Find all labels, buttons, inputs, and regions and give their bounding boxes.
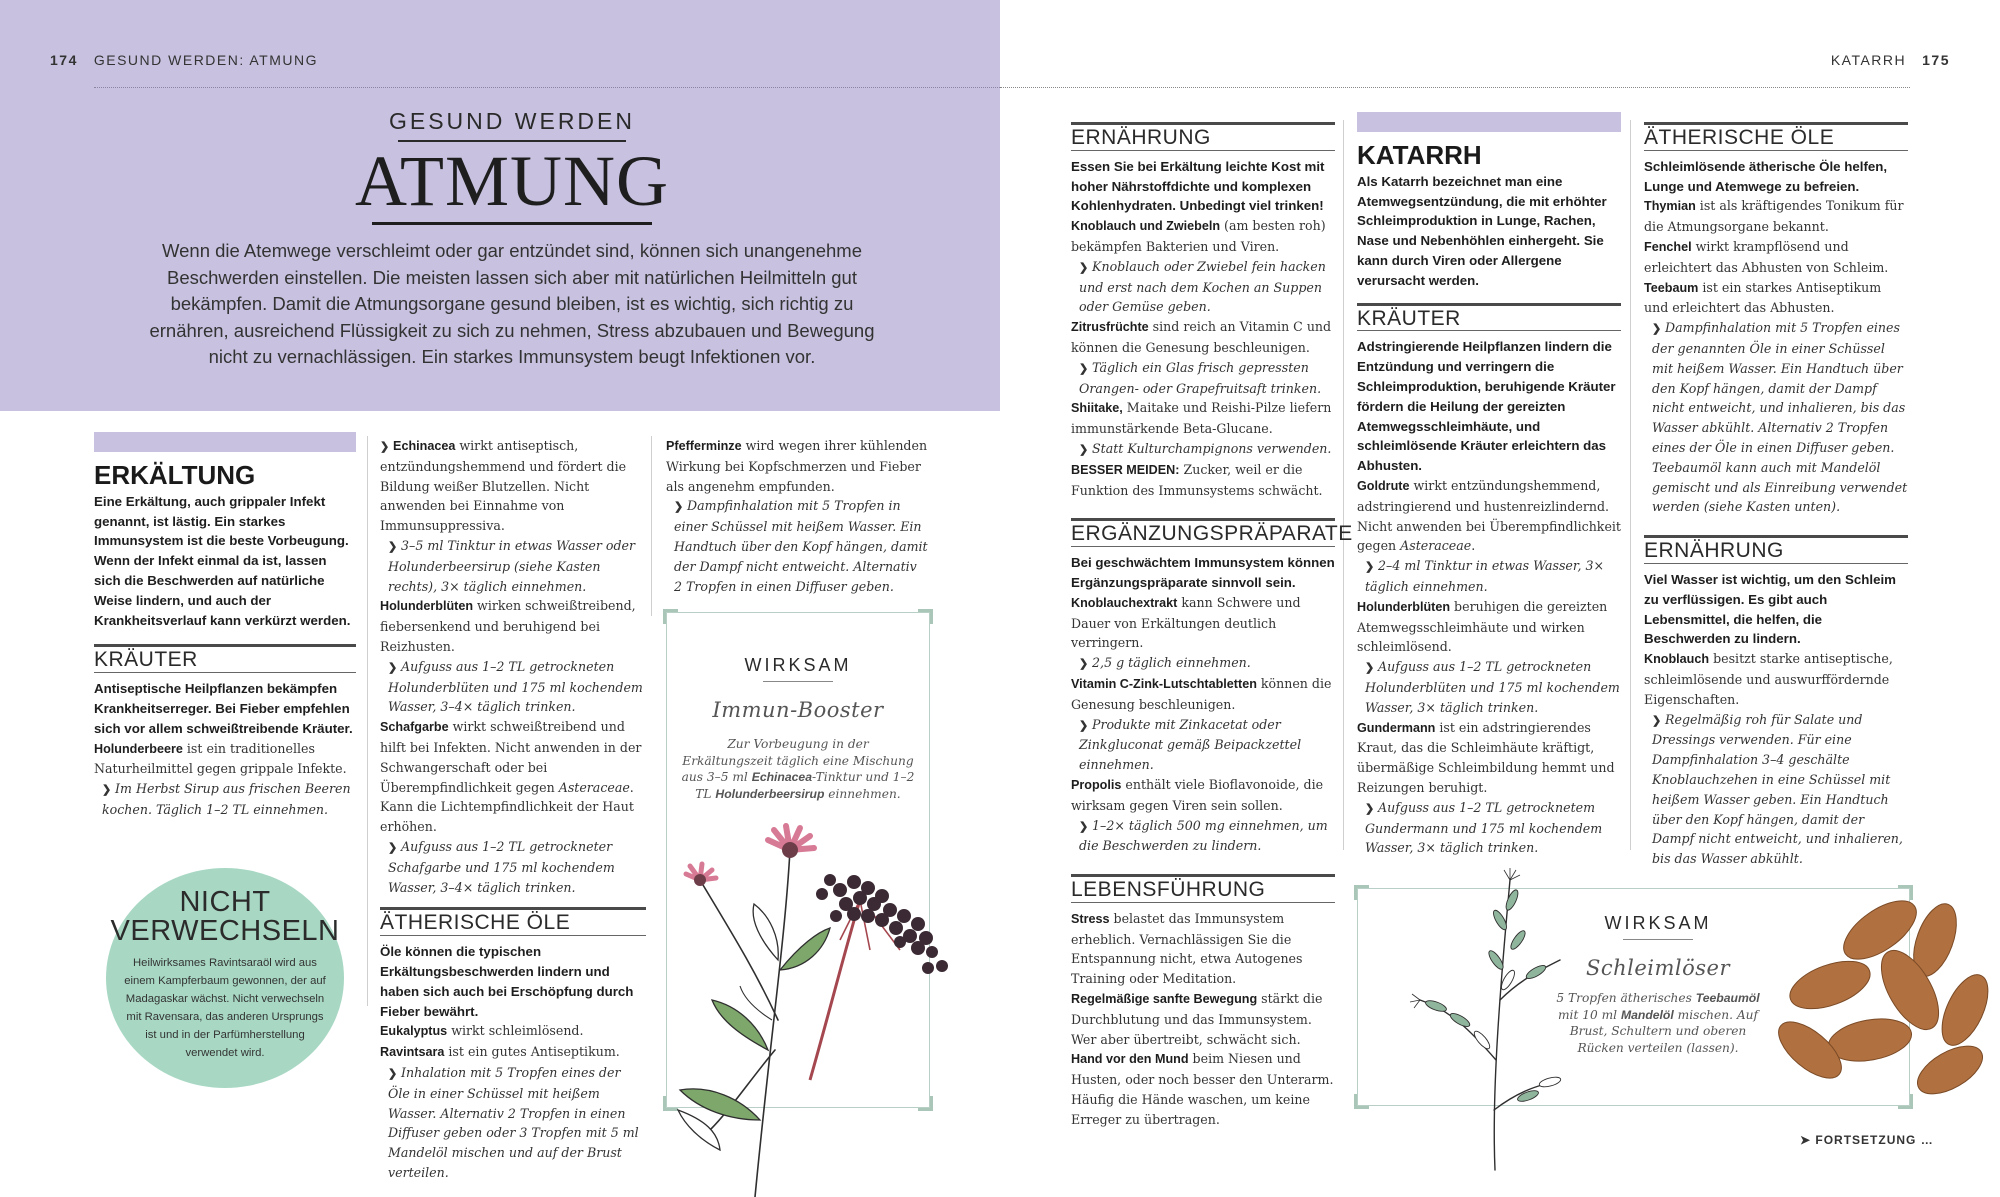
entry-text: stärkt die Durchblutung und das Immunsystem. Wer aber übertreibt, schwächt sich. [1071,991,1323,1047]
recipe-box-subtitle: Schleimlöser [1585,956,1731,980]
entry-text: Zucker, weil er die Funktion des Immunsystems schwächt. [1071,461,1323,498]
subheading-ernaehrung-katarrh: ERNÄHRUNG [1644,535,1908,564]
entry-term: Thymian [1644,199,1696,214]
column-divider [367,436,368,1006]
entry-latin: Asteraceae [1400,538,1472,554]
ernaehrung-katarrh-intro: Viel Wasser ist wichtig, um den Schleim zu verflüssigen. Es gibt auch Lebensmittel, die helfen, die Beschwerden zu lindern. [1644,571,1896,647]
entry-term: Gundermann [1357,720,1436,735]
entry-text: belastet das Immunsystem erheblich. Vernachlässigen Sie die Entspannung nicht, etwa Autogenes Training oder Meditation. [1071,910,1303,987]
entry-fenchel [1644,237,1908,278]
entry-zink [1071,674,1335,715]
entry-term: Knoblauch [1644,652,1710,667]
recipe-box-title-rule [763,681,833,682]
entry-term: Knoblauchextrakt [1071,595,1178,610]
entry-term: Vitamin C-Zink-Lutschtabletten [1071,676,1257,691]
entry-propolis [1071,775,1335,816]
recipe-ingredient: Teebaumöl [1695,991,1760,1005]
entry-term: Ravintsara [380,1045,445,1060]
entry-holunderblueten [380,596,646,656]
recipe-box-subtitle: Immun-Booster [712,698,884,722]
section-label-left: GESUND WERDEN: ATMUNG [93,52,318,68]
recipe-text-part: mischen. Auf Brust, Schultern und oberen Rücken verteilen (lassen). [1569,1007,1758,1055]
hero-intro: Wenn die Atemwege verschleimt oder gar entzündet sind, können sich unangenehme Beschwerden einstellen. Die meisten lassen sich aber mit natürlichen Heilmitteln gut bekämpfen. Damit die Atmungsorgane gesund bleiben, ist es wichtig, sich richtig zu ernähren, ausreichend Flüssigkeit zu sich zu nehmen, Stress abzubauen und Bewegung nicht zu vernachlässigen. Ein starkes Immunsystem beugt Infektionen vor. [149,240,875,367]
entry-term: Holunderbeere [94,741,183,756]
herb-leaf-icon [1472,968,1562,1088]
entry-term: Shiitake, [1071,401,1123,416]
entry-holunderbeere [94,739,356,780]
entry-text: besitzt starke antiseptische, schleimlösende und auswurffördernde Eigenschaften. [1644,651,1893,707]
panel-corner [1354,1094,1369,1109]
entry-text: wirken schweißtreibend, fiebersenkend und beruhigend bei Reizhusten. [380,598,636,654]
entry-tip: ❯ Aufguss aus 1–2 TL getrockneter Schafgarbe und 175 ml kochendem Wasser, 3–4× täglich trinken. [380,837,646,897]
entry-goldrute [1357,476,1621,556]
elderberry-cluster-icon [810,874,948,1080]
column-divider [1630,120,1631,850]
column-erkaeltung [94,432,356,820]
entry-term: Stress [1071,911,1110,926]
column-divider [651,436,652,616]
echinacea-flower-icon [686,864,716,886]
entry-term: Holunderblüten [380,599,474,614]
kraeuter-intro: Antiseptische Heilpflanzen bekämpfen Krankheitserreger. Bei Fieber empfehlen sich vor allem schweißtreibende Kräuter. [94,681,353,736]
column-divider [1343,120,1344,850]
section-label-right: KATARRH [1830,52,1907,68]
column-erkaeltung-2 [380,436,646,1183]
oele-katarrh-intro: Schleimlösende ätherische Öle helfen, Lunge und Atemwege zu befreien. [1644,158,1888,194]
echinacea-flower-icon [768,826,814,858]
entry-eukalyptus [380,1021,646,1042]
entry-tip: ❯ Dampfinhalation mit 5 Tropfen eines der genannten Öle in einer Schüssel mit heißem Wasser. Ein Handtuch über den Kopf hängen, damit der Dampf nicht entweicht, und inhalieren, bis das Wasser abkühlt. Alternativ 2 Tropfen eines der Öle in einen Diffuser geben. Teebaumöl kann auch mit Mandelöl gemischt und als Einreibung verwendet werden (siehe Kasten unten). [1644,318,1908,517]
recipe-box-title-rule [1623,939,1693,940]
recipe-text-part: 5 Tropfen ätherisches [1556,991,1696,1005]
column-erkaeltung-3 [666,436,928,596]
entry-tip: ❯ Aufguss aus 1–2 TL getrockneten Holunderblüten und 175 ml kochendem Wasser, 3× täglich trinken. [1357,657,1621,717]
hero-kicker: GESUND WERDEN [388,108,635,134]
recipe-box-title: WIRKSAM [744,655,852,675]
callout-title [106,888,344,946]
column-erkaeltung-4 [1071,122,1353,1130]
entry-tip: ❯ Regelmäßig roh für Salate und Dressings verwenden. Für eine Dampfinhalation 3–4 geschälte Knoblauchzehen in eine Schüssel mit heißem Wasser geben. Ein Handtuch über den Kopf hängen, damit der Dampf nicht entweicht, und inhalieren, bis das Wasser abkühlt. [1644,710,1908,869]
subheading-ergaenzungspraeparate: ERGÄNZUNGSPRÄPARATE [1071,518,1335,547]
entry-tip: ❯ 2–4 ml Tinktur in etwas Wasser, 3× täglich einnehmen. [1357,556,1621,597]
recipe-box-text [681,736,915,802]
entry-hand-vor-mund [1071,1049,1335,1129]
entry-echinacea: ❯ Echinacea wirkt antiseptisch, entzündungshemmend und fördert die Bildung weißer Blutzellen. Nicht anwenden bei Einnahme von Immunsuppressiva. [380,438,627,534]
flower-stem [755,850,790,1197]
entry-teebaum [1644,278,1908,319]
entry-term: Pfefferminze [666,439,742,453]
section-heading-erkaeltung: ERKÄLTUNG [94,460,256,490]
entry-tip: ❯ 1–2× täglich 500 mg einnehmen, um die Beschwerden zu lindern. [1071,816,1335,857]
entry-tip: ❯ Aufguss aus 1–2 TL getrockneten Holunderblüten und 175 ml kochendem Wasser, 3–4× täglich trinken. [380,657,646,717]
callout-title-line2: VERWECHSELN [110,915,340,947]
entry-holunderblueten-katarrh [1357,597,1621,657]
subheading-lebensfuehrung: LEBENSFÜHRUNG [1071,874,1335,903]
entry-text: sind reich an Vitamin C und können die Genesung beschleunigen. [1071,319,1332,355]
entry-besser-meiden [1071,460,1335,501]
page-number-left: 174 [50,52,78,68]
entry-knoblauchextrakt [1071,593,1335,653]
entry-term: BESSER MEIDEN: [1071,462,1180,477]
subheading-kraeuter: KRÄUTER [94,644,356,673]
callout-title-line1: NICHT [179,886,271,918]
entry-term: Goldrute [1357,478,1410,493]
entry-text: wirkt schleimlösend. [447,1023,584,1039]
subheading-aetherische-oele: ÄTHERISCHE ÖLE [380,907,646,936]
entry-tip: ❯ Produkte mit Zinkacetat oder Zinkgluconat gemäß Beipackzettel einnehmen. [1071,715,1335,775]
section-heading-katarrh: KATARRH [1357,140,1482,170]
entry-text: beruhigen die gereizten Atemwegsschleimhäute und wirken schleimlösend. [1357,598,1608,655]
entry-latin: Asteraceae [558,779,630,795]
entry-tip: ❯ Knoblauch oder Zwiebel fein hacken und erst nach dem Kochen an Suppen oder Gemüse geben. [1071,257,1335,317]
entry-term: Eukalyptus [380,1024,448,1039]
entry-term: Propolis [1071,777,1122,792]
entry-zitrusfruechte [1071,317,1335,358]
almond-icon [1769,890,1997,1100]
entry-ravintsara [380,1042,646,1063]
entry-tip: ❯ Inhalation mit 5 Tropfen eines der Öle in einer Schüssel mit heißem Wasser. Alternativ 2 Tropfen in einen Diffuser geben oder 3 Tropfen mit 5 ml Mandelöl mischen und auf der Brust verteilen. [380,1063,646,1183]
entry-text: enthält viele Bioflavonoide, die wirksam gegen Viren sein sollen. [1071,776,1324,813]
entry-text: ist ein starkes Antiseptikum und erleichtert das Abhusten. [1644,279,1882,316]
herb-branch [1420,1000,1496,1060]
callout-body: Heilwirksames Ravintsaraöl wird aus einem Kampferbaum gewonnen, der auf Madagaskar wächst. Nicht verwechseln mit Ravensara, das anderen Ursprungs ist und in der Parfümherstellung verwendet wird. [124,957,326,1059]
entry-tip: ❯ Statt Kulturchampignons verwenden. [1071,439,1335,460]
column-katarrh-2 [1644,122,1908,869]
recipe-ingredient: Holunderbeersirup [715,786,825,801]
oele-intro: Öle können die typischen Erkältungsbeschwerden lindern und haben sich auch bei Erschöpfung durch Fieber bewährt. [380,944,634,1019]
entry-term: Fenchel [1644,239,1692,254]
echinacea-elderberry-illustration [660,820,1000,1197]
entry-text: wirkt antiseptisch, entzündungshemmend und fördert die Bildung weißer Blutzellen. Nicht anwenden bei Einnahme von Immunsuppressiva. [380,438,627,534]
panel-corner [663,609,678,624]
entry-knoblauch [1644,649,1908,709]
entry-term: Teebaum [1644,280,1699,295]
section-color-bar [1357,112,1621,132]
subheading-aetherische-oele-katarrh: ÄTHERISCHE ÖLE [1644,122,1908,151]
entry-tip: ❯ Täglich ein Glas frisch gepressten Orangen- oder Grapefruitsaft trinken. [1071,358,1335,399]
recipe-text-part: Zur Vorbeugung in der Erkältungszeit täglich eine Mischung aus 3–5 ml [681,737,914,784]
entry-text: Maitake und Reishi-Pilze liefern immunstärkende Beta-Glucane. [1071,400,1332,437]
entry-tip: ❯ 2,5 g täglich einnehmen. [1071,653,1335,674]
entry-thymian [1644,196,1908,237]
title-underline [372,222,652,225]
entry-text: wird wegen ihrer kühlenden Wirkung bei Kopfschmerzen und Fieber als angenehm empfunden. [666,438,928,494]
page-title: ATMUNG [354,141,669,221]
header-divider-left [94,87,1000,88]
leaf-icon [678,904,830,1150]
section-color-bar [94,432,356,452]
recipe-text-part: -Tinktur und 1–2 TL [695,770,915,801]
panel-corner [1354,885,1369,900]
entry-tip: ❯ Aufguss aus 1–2 TL getrocknetem Gundermann und 175 ml kochendem Wasser, 3× täglich trinken. [1357,798,1621,858]
entry-stress [1071,909,1335,989]
subheading-kraeuter-katarrh: KRÄUTER [1357,303,1621,332]
running-header-left [50,52,318,68]
recipe-ingredient: Echinacea [751,770,812,784]
entry-term: Schafgarbe [380,720,449,735]
entry-pfefferminze [666,436,928,496]
entry-text: wirkt schweißtreibend und hilft bei Infekten. Nicht anwenden in der Schwangerschaft oder bei Überempfindlichkeit gegen [380,719,642,795]
running-header-right [1831,52,1950,68]
entry-text: (am besten roh) bekämpfen Bakterien und Viren. [1071,218,1326,254]
column-katarrh [1357,112,1621,858]
recipe-text-part: mit 10 ml [1558,1007,1621,1022]
ergaenzung-intro: Bei geschwächtem Immunsystem können Ergänzungspräparate sinnvoll sein. [1071,555,1335,590]
entry-shiitake [1071,398,1335,439]
continued-link[interactable]: ➤ FORTSETZUNG … [1800,1133,1934,1147]
entry-text: ist ein adstringierendes Kraut, das die Schleimhäute kräftigt, übermäßige Schleimbildung hemmt und Reizungen beruhigt. [1357,719,1615,795]
entry-bewegung [1071,989,1335,1049]
subheading-ernaehrung: ERNÄHRUNG [1071,122,1335,151]
entry-text: . [1471,538,1476,554]
almonds-illustration [1720,880,2000,1100]
herb-sprig-illustration [1400,860,1570,1180]
callout-nicht-verwechseln [106,868,344,1088]
entry-text: können die Genesung beschleunigen. [1071,675,1332,712]
entry-schafgarbe [380,717,646,837]
katarrh-intro: Als Katarrh bezeichnet man eine Atemwegsentzündung, die mit erhöhter Schleimproduktion in Lunge, Rachen, Nase und Nebenhöhlen einhergeht. Sie kann durch Viren oder Allergene verursacht werden. [1357,173,1607,288]
entry-text: ist als kräftigendes Tonikum für die Atmungsorgane bekannt. [1644,198,1904,235]
entry-term: Hand vor den Mund [1071,1052,1189,1067]
entry-term: Holunderblüten [1357,599,1451,614]
entry-tip: ❯ Im Herbst Sirup aus frischen Beeren kochen. Täglich 1–2 TL einnehmen. [94,779,356,820]
entry-text: . Kann die Lichtempfindlichkeit der Haut erhöhen. [380,779,634,835]
ernaehrung-intro: Essen Sie bei Erkältung leichte Kost mit hoher Nährstoffdichte und komplexen Kohlenhydraten. Unbedingt viel trinken! [1071,158,1325,214]
header-divider-right [1000,87,1910,88]
intro-paragraph: Eine Erkältung, auch grippaler Infekt genannt, ist lästig. Ein starkes Immunsystem ist die beste Vorbeugung. Wenn der Infekt einmal da ist, lassen sich die Beschwerden auf natürliche Weise lindern, und auch der Krankheitsverlauf kann verkürzt werden. [94,493,351,628]
entry-term: Zitrusfrüchte [1071,320,1149,335]
entry-text: ist ein traditionelles Naturheilmittel gegen grippale Infekte. [94,740,347,777]
recipe-text-part: einnehmen. [824,786,901,801]
entry-text: wirkt krampflösend und erleichtert das Abhusten von Schleim. [1644,238,1889,275]
herb-leaf-icon [1424,888,1547,1103]
entry-knoblauch-zwiebeln [1071,216,1335,257]
recipe-box-title: WIRKSAM [1604,913,1712,933]
recipe-ingredient: Mandelöl [1620,1007,1674,1022]
panel-corner [918,609,933,624]
entry-tip: ❯ 3–5 ml Tinktur in etwas Wasser oder Holunderbeersirup (siehe Kasten rechts), 3× täglich einnehmen. [380,536,646,596]
flower-stem [700,880,778,1020]
entry-text: wirkt entzündungshemmend, adstringierend und hustenreizlindernd. Nicht anwenden bei Überempfindlichkeit gegen [1357,477,1621,554]
entry-text: kann Schwere und Dauer von Erkältungen deutlich verringern. [1071,594,1301,651]
entry-tip: ❯ Dampfinhalation mit 5 Tropfen in einer Schüssel mit heißem Wasser. Ein Handtuch über den Kopf hängen, damit der Dampf nicht entweicht. Alternativ 2 Tropfen in einen Diffuser geben. [666,496,928,596]
entry-text: beim Niesen und Husten, oder noch besser den Unterarm. Häufig die Hände waschen, um keine Erreger zu übertragen. [1071,1051,1334,1127]
entry-term: Knoblauch und Zwiebeln [1071,219,1221,234]
page-number-right: 175 [1922,52,1950,68]
entry-term: Regelmäßige sanfte Bewegung [1071,992,1258,1007]
kraeuter-katarrh-intro: Adstringierende Heilpflanzen lindern die Entzündung und verringern die Schleimproduktion, beruhigende Kräuter fördern die Heilung der gereizten Atemwegsschleimhäute, und schleimlösende Kräuter erleichtern das Abhusten. [1357,339,1616,474]
entry-text: ist ein gutes Antiseptikum. [444,1044,620,1060]
entry-term: Echinacea [393,439,456,453]
entry-gundermann [1357,718,1621,798]
